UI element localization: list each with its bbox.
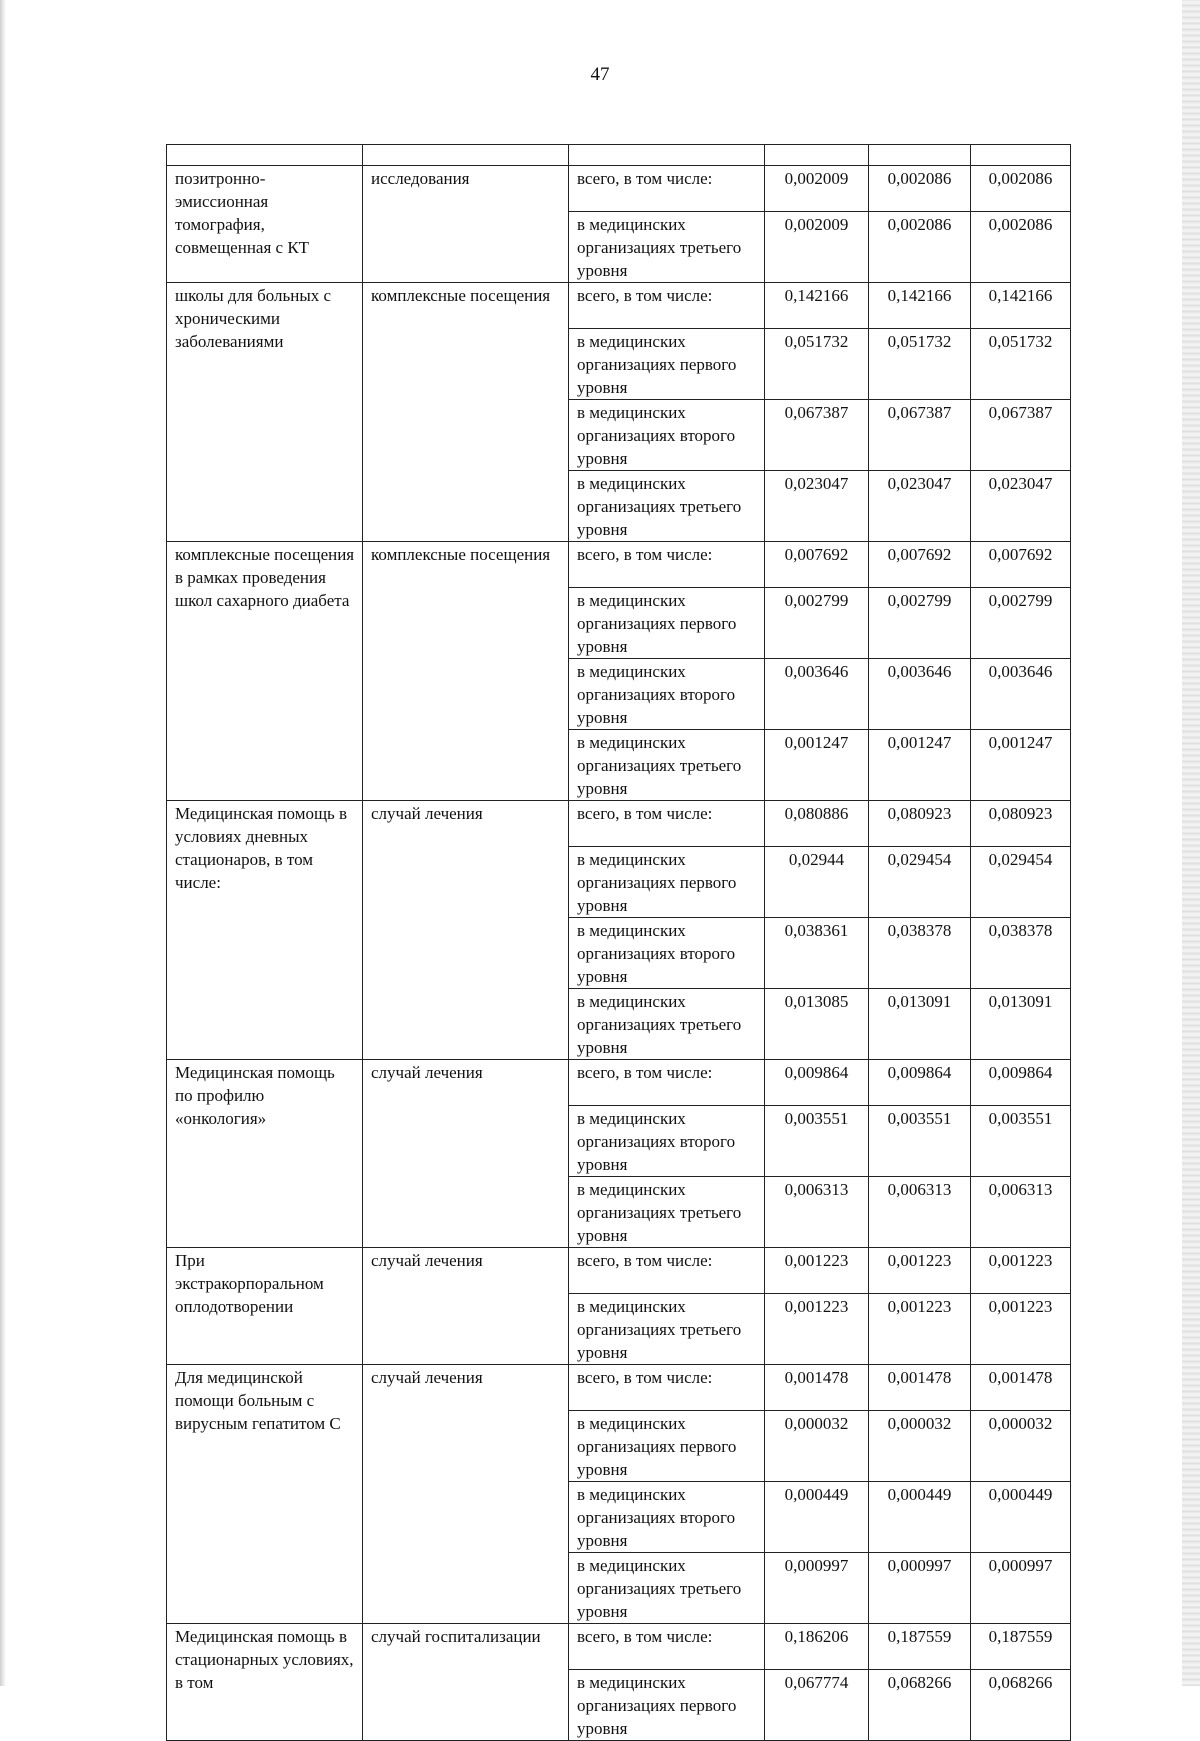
level-cell: в медицинских организациях первого уровня	[569, 847, 765, 918]
value-cell: 0,142166	[765, 283, 869, 329]
level-cell: в медицинских организациях третьего уровня	[569, 471, 765, 542]
level-cell: в медицинских организациях третьего уровня	[569, 989, 765, 1060]
value-cell: 0,080923	[869, 801, 971, 847]
value-cell: 0,187559	[869, 1624, 971, 1670]
value-cell: 0,001223	[869, 1248, 971, 1294]
value-cell: 0,000032	[869, 1411, 971, 1482]
header-cell	[363, 145, 569, 166]
value-cell: 0,067387	[869, 400, 971, 471]
value-cell: 0,002086	[869, 212, 971, 283]
value-cell: 0,003646	[869, 659, 971, 730]
care-type-cell: Медицинская помощь в условиях дневных стационаров, в том числе:	[167, 801, 363, 1060]
level-cell: в медицинских организациях второго уровня	[569, 1482, 765, 1553]
value-cell: 0,023047	[971, 471, 1071, 542]
value-cell: 0,029454	[971, 847, 1071, 918]
level-cell: всего, в том числе:	[569, 1624, 765, 1670]
value-cell: 0,187559	[971, 1624, 1071, 1670]
value-cell: 0,068266	[971, 1670, 1071, 1741]
level-cell: в медицинских организациях третьего уровня	[569, 730, 765, 801]
table-row	[167, 1624, 1071, 1670]
level-cell: в медицинских организациях первого уровня	[569, 588, 765, 659]
level-cell: в медицинских организациях второго уровня	[569, 659, 765, 730]
level-cell: всего, в том числе:	[569, 542, 765, 588]
value-cell: 0,001247	[869, 730, 971, 801]
value-cell: 0,002009	[765, 212, 869, 283]
unit-cell: комплексные посещения	[363, 542, 569, 801]
value-cell: 0,002086	[971, 212, 1071, 283]
value-cell: 0,038378	[869, 918, 971, 989]
level-cell: в медицинских организациях первого уровня	[569, 329, 765, 400]
level-cell: в медицинских организациях второго уровня	[569, 400, 765, 471]
value-cell: 0,007692	[869, 542, 971, 588]
care-type-cell: школы для больных с хроническими заболеваниями	[167, 283, 363, 542]
header-cell	[765, 145, 869, 166]
care-type-cell: При экстракорпоральном оплодотворении	[167, 1248, 363, 1365]
value-cell: 0,000449	[971, 1482, 1071, 1553]
level-cell: всего, в том числе:	[569, 801, 765, 847]
level-cell: в медицинских организациях третьего уровня	[569, 1294, 765, 1365]
unit-cell: случай лечения	[363, 801, 569, 1060]
value-cell: 0,038361	[765, 918, 869, 989]
value-cell: 0,080923	[971, 801, 1071, 847]
scan-edge-left	[0, 0, 6, 1686]
value-cell: 0,001247	[971, 730, 1071, 801]
value-cell: 0,000449	[869, 1482, 971, 1553]
value-cell: 0,001478	[765, 1365, 869, 1411]
value-cell: 0,051732	[765, 329, 869, 400]
unit-cell: комплексные посещения	[363, 283, 569, 542]
table-row	[167, 801, 1071, 847]
level-cell: всего, в том числе:	[569, 166, 765, 212]
table-row	[167, 542, 1071, 588]
value-cell: 0,002799	[971, 588, 1071, 659]
scan-edge-right	[1182, 0, 1200, 1686]
value-cell: 0,000449	[765, 1482, 869, 1553]
unit-cell: исследования	[363, 166, 569, 283]
table-row	[167, 1365, 1071, 1411]
value-cell: 0,080886	[765, 801, 869, 847]
care-type-cell: Для медицинской помощи больным с вирусным гепатитом С	[167, 1365, 363, 1624]
value-cell: 0,009864	[971, 1060, 1071, 1106]
value-cell: 0,001223	[869, 1294, 971, 1365]
level-cell: в медицинских организациях первого уровня	[569, 1411, 765, 1482]
value-cell: 0,051732	[869, 329, 971, 400]
value-cell: 0,038378	[971, 918, 1071, 989]
header-cell	[971, 145, 1071, 166]
value-cell: 0,002009	[765, 166, 869, 212]
value-cell: 0,003551	[971, 1106, 1071, 1177]
level-cell: в медицинских организациях второго уровня	[569, 1106, 765, 1177]
level-cell: в медицинских организациях второго уровня	[569, 918, 765, 989]
value-cell: 0,001223	[765, 1294, 869, 1365]
care-type-cell: Медицинская помощь в стационарных условиях, в том	[167, 1624, 363, 1741]
unit-cell: случай лечения	[363, 1060, 569, 1248]
value-cell: 0,000997	[971, 1553, 1071, 1624]
value-cell: 0,001247	[765, 730, 869, 801]
value-cell: 0,067774	[765, 1670, 869, 1741]
value-cell: 0,023047	[765, 471, 869, 542]
value-cell: 0,009864	[869, 1060, 971, 1106]
value-cell: 0,007692	[765, 542, 869, 588]
value-cell: 0,003646	[971, 659, 1071, 730]
value-cell: 0,009864	[765, 1060, 869, 1106]
value-cell: 0,067387	[765, 400, 869, 471]
page-number: 47	[590, 64, 610, 85]
value-cell: 0,067387	[971, 400, 1071, 471]
value-cell: 0,007692	[971, 542, 1071, 588]
value-cell: 0,029454	[869, 847, 971, 918]
data-table	[166, 144, 1071, 1741]
value-cell: 0,051732	[971, 329, 1071, 400]
level-cell: в медицинских организациях третьего уровня	[569, 1177, 765, 1248]
value-cell: 0,001223	[765, 1248, 869, 1294]
unit-cell: случай лечения	[363, 1365, 569, 1624]
header-cell	[167, 145, 363, 166]
table-row	[167, 1060, 1071, 1106]
value-cell: 0,006313	[869, 1177, 971, 1248]
value-cell: 0,000997	[765, 1553, 869, 1624]
value-cell: 0,003646	[765, 659, 869, 730]
care-type-cell: комплексные посещения в рамках проведения школ сахарного диабета	[167, 542, 363, 801]
level-cell: в медицинских организациях третьего уровня	[569, 212, 765, 283]
value-cell: 0,142166	[869, 283, 971, 329]
value-cell: 0,002799	[869, 588, 971, 659]
value-cell: 0,186206	[765, 1624, 869, 1670]
header-cell	[569, 145, 765, 166]
value-cell: 0,006313	[765, 1177, 869, 1248]
table-row	[167, 283, 1071, 329]
value-cell: 0,000032	[971, 1411, 1071, 1482]
table-row	[167, 166, 1071, 212]
level-cell: всего, в том числе:	[569, 1060, 765, 1106]
table-header-row	[167, 145, 1071, 166]
value-cell: 0,013091	[869, 989, 971, 1060]
level-cell: всего, в том числе:	[569, 283, 765, 329]
level-cell: в медицинских организациях третьего уровня	[569, 1553, 765, 1624]
level-cell: всего, в том числе:	[569, 1248, 765, 1294]
value-cell: 0,001223	[971, 1248, 1071, 1294]
header-cell	[869, 145, 971, 166]
value-cell: 0,001478	[971, 1365, 1071, 1411]
value-cell: 0,003551	[765, 1106, 869, 1177]
value-cell: 0,068266	[869, 1670, 971, 1741]
value-cell: 0,013091	[971, 989, 1071, 1060]
value-cell: 0,002086	[869, 166, 971, 212]
value-cell: 0,001223	[971, 1294, 1071, 1365]
value-cell: 0,000032	[765, 1411, 869, 1482]
value-cell: 0,02944	[765, 847, 869, 918]
value-cell: 0,002799	[765, 588, 869, 659]
value-cell: 0,142166	[971, 283, 1071, 329]
value-cell: 0,000997	[869, 1553, 971, 1624]
unit-cell: случай госпитализации	[363, 1624, 569, 1741]
value-cell: 0,023047	[869, 471, 971, 542]
table-row	[167, 1248, 1071, 1294]
value-cell: 0,002086	[971, 166, 1071, 212]
unit-cell: случай лечения	[363, 1248, 569, 1365]
care-type-cell: позитронно-эмиссионная томография, совмещенная с КТ	[167, 166, 363, 283]
care-type-cell: Медицинская помощь по профилю «онкология»	[167, 1060, 363, 1248]
value-cell: 0,013085	[765, 989, 869, 1060]
level-cell: всего, в том числе:	[569, 1365, 765, 1411]
value-cell: 0,006313	[971, 1177, 1071, 1248]
value-cell: 0,003551	[869, 1106, 971, 1177]
value-cell: 0,001478	[869, 1365, 971, 1411]
level-cell: в медицинских организациях первого уровня	[569, 1670, 765, 1741]
table-body	[167, 145, 1071, 1741]
